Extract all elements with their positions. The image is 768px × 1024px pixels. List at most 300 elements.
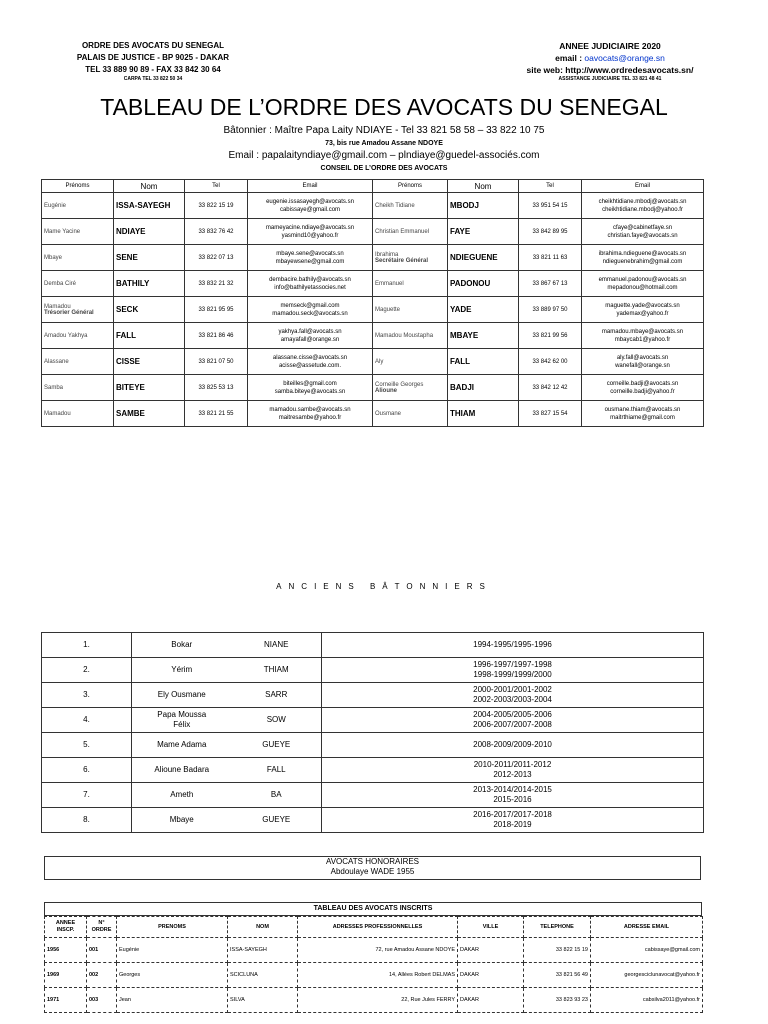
col-header: Email — [248, 180, 373, 193]
member-email-text[interactable]: ndieguenebrahim@gmail.com — [602, 258, 683, 265]
batonnier-years-1: 2008-2009/2009-2010 — [473, 740, 552, 749]
member-last-name — [114, 271, 185, 297]
col-header-line1: N° — [98, 920, 105, 926]
member-email-text[interactable]: aly.fall@avocats.sn — [616, 354, 669, 361]
table-row — [45, 988, 703, 1013]
member-first-name-text: Trésorier Général — [44, 309, 94, 316]
batonnier-first-name: Mbaye — [169, 815, 194, 824]
batonnier-email: Email : papalaityndiaye@gmail.com – plndiaye@guedel-associés.com — [228, 150, 540, 161]
member-last-name — [114, 297, 185, 323]
member-email — [582, 323, 704, 349]
member-phone-text: 33 822 15 19 — [198, 202, 234, 209]
member-last-name — [114, 401, 185, 427]
member-first-name — [42, 323, 114, 349]
batonnier-years-1: 2013-2014/2014-2015 — [473, 785, 552, 794]
member-first-name — [42, 349, 114, 375]
member-phone — [519, 193, 582, 219]
col-header: Tel — [519, 180, 582, 193]
col-header — [298, 917, 458, 938]
col-header: Prénoms — [373, 180, 448, 193]
email[interactable]: cabsilva2011@yahoo.fr — [591, 988, 703, 1013]
member-phone — [185, 271, 248, 297]
member-last-name-text: NDIEGUENE — [450, 253, 498, 262]
batonnier-last-name: SOW — [232, 708, 322, 733]
batonnier-years — [322, 683, 704, 708]
member-email-text[interactable]: dembacire.bathily@avocats.sn — [269, 276, 351, 283]
member-first-name — [42, 219, 114, 245]
batonnier-years-1: 1994-1995/1995-1996 — [473, 640, 552, 649]
member-email-text[interactable]: alassane.cisse@avocats.sn — [272, 354, 348, 361]
inscrits-table — [44, 916, 703, 1013]
batonnier-last-name: FALL — [232, 758, 322, 783]
member-phone-text: 33 827 15 54 — [532, 410, 568, 417]
member-last-name — [448, 245, 519, 271]
member-first-name — [373, 193, 448, 219]
member-phone — [185, 297, 248, 323]
order-number: 003 — [87, 988, 117, 1013]
member-email-text[interactable]: maitresambe@yahoo.fr — [278, 414, 342, 421]
table-row — [42, 193, 704, 219]
member-email-text[interactable]: memseck@gmail.com — [280, 302, 340, 309]
org-phone: TEL 33 889 90 89 - FAX 33 842 30 64 — [85, 65, 221, 74]
list-item — [42, 633, 704, 658]
member-first-name-text: Amadou Yakhya — [44, 332, 88, 339]
member-last-name — [448, 349, 519, 375]
batonnier-first-name-cell — [132, 808, 232, 833]
member-last-name-text: PADONOU — [450, 279, 491, 288]
member-first-name — [373, 245, 448, 271]
member-email-text[interactable]: ousmane.thiam@avocats.sn — [604, 406, 681, 413]
list-item — [42, 808, 704, 833]
member-email — [582, 219, 704, 245]
member-last-name — [448, 271, 519, 297]
member-last-name — [114, 349, 185, 375]
member-email — [582, 349, 704, 375]
inscription-year: 1971 — [45, 988, 87, 1013]
col-header-line2: INSCP. — [56, 927, 75, 933]
member-first-name-text: Alioune — [375, 387, 397, 394]
inscrits-title: TABLEAU DES AVOCATS INSCRITS — [44, 902, 702, 916]
member-first-name-text: Maguette — [375, 306, 401, 313]
table-row — [42, 375, 704, 401]
inscrits-section — [44, 902, 702, 1013]
member-last-name-text: SENE — [116, 253, 138, 262]
member-phone-text: 33 821 21 55 — [198, 410, 234, 417]
batonnier-first-name: Bokar — [171, 640, 193, 649]
list-item — [42, 658, 704, 683]
batonnier-last-name: THIAM — [232, 658, 322, 683]
col-header-line1: ADRESSE EMAIL — [623, 923, 670, 930]
member-email-text[interactable]: mameyacine.ndiaye@avocats.sn — [265, 224, 355, 231]
conseil-header-row — [42, 180, 704, 193]
member-first-name — [42, 245, 114, 271]
batonnier-first-name: Ely Ousmane — [157, 690, 206, 699]
member-last-name-text: MBAYE — [450, 331, 479, 340]
batonnier-years-1: 2010-2011/2011-2012 — [473, 760, 552, 769]
honoraires-title: AVOCATS HONORAIRES — [325, 857, 420, 866]
member-phone — [519, 219, 582, 245]
col-header: Nom — [448, 180, 519, 193]
member-last-name-text: NDIAYE — [116, 227, 146, 236]
member-email — [248, 401, 373, 427]
member-phone — [185, 323, 248, 349]
member-phone-text: 33 822 07 13 — [198, 254, 234, 261]
first-name: Jean — [117, 988, 228, 1013]
batonnier-years — [322, 808, 704, 833]
member-phone — [185, 219, 248, 245]
batonnier-years — [322, 758, 704, 783]
batonnier-number: 3. — [42, 683, 132, 708]
col-header — [591, 917, 703, 938]
batonnier-first-name-cell — [132, 683, 232, 708]
member-last-name-text: ISSA-SAYEGH — [116, 201, 171, 210]
col-header: Nom — [114, 180, 185, 193]
member-email-text[interactable]: info@bathilyetassocies.net — [274, 284, 346, 291]
member-last-name — [114, 323, 185, 349]
batonnier-years-2: 2018-2019 — [493, 820, 532, 829]
member-phone-text: 33 821 86 46 — [198, 332, 234, 339]
member-email-text[interactable]: yasmind10@yahoo.fr — [281, 232, 339, 239]
org-name: ORDRE DES AVOCATS DU SENEGAL — [81, 41, 225, 50]
batonnier-number: 6. — [42, 758, 132, 783]
batonnier-number: 2. — [42, 658, 132, 683]
col-header: Tel — [185, 180, 248, 193]
member-phone-text: 33 825 53 13 — [198, 384, 234, 391]
member-phone — [519, 323, 582, 349]
org-website[interactable]: site web: http://www.ordredesavocats.sn/ — [526, 65, 694, 75]
batonnier-address: 73, bis rue Amadou Assane NDOYE — [325, 140, 443, 147]
member-email-text[interactable]: biteilles@gmail.com — [283, 380, 337, 387]
inscription-year: 1969 — [45, 963, 87, 988]
member-first-name-text: Ousmane — [375, 410, 402, 417]
member-phone-text: 33 889 97 50 — [532, 306, 568, 313]
member-email-text[interactable]: christian.faye@avocats.sn — [607, 232, 678, 239]
member-email-text[interactable]: cheikhtidiane.mbodj@avocats.sn — [598, 198, 687, 205]
batonnier-first-name-cell — [132, 633, 232, 658]
batonnier-last-name: NIANE — [232, 633, 322, 658]
col-header — [228, 917, 298, 938]
honoraires-box — [44, 856, 701, 880]
batonnier-line: Bâtonnier : Maître Papa Laity NDIAYE - Tel 33 821 58 58 – 33 822 10 75 — [223, 125, 545, 136]
member-phone-text: 33 832 21 32 — [198, 280, 234, 287]
address: 22, Rue Jules FERRY — [298, 988, 458, 1013]
member-last-name — [448, 297, 519, 323]
col-header — [87, 917, 117, 938]
list-item — [42, 708, 704, 733]
member-email-text[interactable]: mbayewsene@gmail.com — [275, 258, 345, 265]
org-email-link[interactable]: oavocats@orange.sn — [584, 53, 665, 63]
city: DAKAR — [458, 963, 524, 988]
batonnier-years-1: 2000-2001/2001-2002 — [473, 685, 552, 694]
batonnier-first-name: Papa Moussa — [157, 710, 207, 719]
member-email — [582, 401, 704, 427]
member-first-name — [42, 375, 114, 401]
member-last-name-text: FALL — [450, 357, 470, 366]
member-first-name-text: Samba — [44, 384, 64, 391]
inscription-year: 1956 — [45, 938, 87, 963]
batonnier-years — [322, 733, 704, 758]
member-first-name-text: Demba Ciré — [44, 280, 77, 287]
member-email — [248, 245, 373, 271]
member-first-name-text: Mamadou — [44, 410, 71, 417]
list-item — [42, 733, 704, 758]
org-email: email : oavocats@orange.sn — [555, 53, 665, 63]
batonnier-first-name-cell — [132, 783, 232, 808]
batonnier-number: 8. — [42, 808, 132, 833]
member-phone-text: 33 867 67 13 — [532, 280, 568, 287]
member-last-name-text: SAMBE — [116, 409, 145, 418]
header-right — [500, 40, 720, 83]
member-last-name — [114, 193, 185, 219]
col-header — [524, 917, 591, 938]
member-email-text[interactable]: eugenie.issasayegh@avocats.sn — [266, 198, 354, 205]
member-last-name-text: BITEYE — [116, 383, 145, 392]
member-email — [582, 271, 704, 297]
member-first-name-text: Alassane — [44, 358, 69, 365]
judicial-year: ANNEE JUDICIAIRE 2020 — [559, 41, 661, 51]
page-title: TABLEAU DE L’ORDRE DES AVOCATS DU SENEGAL — [100, 94, 668, 120]
member-phone-text: 33 842 62 00 — [532, 358, 568, 365]
col-header-line1: NOM — [256, 923, 269, 930]
member-phone — [519, 271, 582, 297]
member-first-name — [42, 401, 114, 427]
anciens-table — [41, 632, 704, 833]
table-row — [42, 245, 704, 271]
member-phone — [519, 245, 582, 271]
table-row — [42, 271, 704, 297]
address: 14, Allées Robert DELMAS — [298, 963, 458, 988]
member-first-name-text: Aly — [375, 358, 384, 365]
batonnier-number: 4. — [42, 708, 132, 733]
phone: 33 823 93 23 — [524, 988, 591, 1013]
member-email-text[interactable]: ibrahima.ndieguene@avocats.sn — [598, 250, 687, 257]
first-name: Eugénie — [117, 938, 228, 963]
member-email — [582, 245, 704, 271]
member-email — [582, 297, 704, 323]
list-item — [42, 758, 704, 783]
col-header-line1: ADRESSES PROFESSIONNELLES — [332, 923, 423, 930]
batonnier-first-name: Ameth — [170, 790, 194, 799]
order-number: 001 — [87, 938, 117, 963]
member-email-text[interactable]: mamadou.seck@avocats.sn — [272, 310, 348, 317]
member-email-text[interactable]: maguette.yade@avocats.sn — [605, 302, 680, 309]
member-last-name-text: THIAM — [450, 409, 476, 418]
table-row — [42, 349, 704, 375]
member-first-name-text: Mbaye — [44, 254, 63, 261]
member-first-name — [42, 193, 114, 219]
batonnier-first-name-2: Félix — [173, 720, 191, 729]
org-address: PALAIS DE JUSTICE - BP 9025 - DAKAR — [76, 53, 230, 62]
member-email-text[interactable]: emmanuel.padonou@avocats.sn — [598, 276, 687, 283]
member-email-text[interactable]: amayafall@orange.sn — [280, 336, 340, 343]
member-email-text[interactable]: acisse@assetude.com. — [278, 362, 342, 369]
member-first-name — [373, 297, 448, 323]
member-phone — [185, 349, 248, 375]
member-first-name-text: Mame Yacine — [44, 228, 81, 235]
member-phone — [519, 349, 582, 375]
member-first-name-text: Mamadou Moustapha — [375, 332, 434, 339]
member-email — [582, 375, 704, 401]
col-header-line2: ORDRE — [91, 927, 112, 933]
member-last-name-text: MBODJ — [450, 201, 479, 210]
col-header: Email — [582, 180, 704, 193]
last-name: SILVA — [228, 988, 298, 1013]
member-phone-text: 33 821 95 95 — [198, 306, 234, 313]
email[interactable]: georgesciclunavocat@yahoo.fr — [591, 963, 703, 988]
header-left — [58, 40, 248, 83]
member-email-text[interactable]: samba.biteye@avocats.sn — [274, 388, 346, 395]
batonnier-years-1: 2016-2017/2017-2018 — [473, 810, 552, 819]
member-email-text[interactable]: cabissaye@gmail.com — [279, 206, 341, 213]
first-name: Georges — [117, 963, 228, 988]
member-last-name-text: FALL — [116, 331, 136, 340]
batonnier-first-name-cell — [132, 733, 232, 758]
col-header-line1: ANNEE — [55, 920, 76, 926]
member-email-text[interactable]: yakhya.fall@avocats.sn — [278, 328, 342, 335]
table-row — [42, 297, 704, 323]
member-first-name-text: Secrétaire Général — [375, 257, 429, 264]
conseil-table — [41, 179, 704, 427]
member-email — [248, 193, 373, 219]
email[interactable]: cabissaye@gmail.com — [591, 938, 703, 963]
member-email-text[interactable]: wanefall@orange.sn — [615, 362, 670, 369]
member-email — [248, 271, 373, 297]
member-phone — [185, 245, 248, 271]
member-email — [248, 219, 373, 245]
list-item — [42, 683, 704, 708]
table-row — [42, 219, 704, 245]
member-email-text[interactable]: mamadou.sambe@avocats.sn — [269, 406, 351, 413]
member-email-text[interactable]: mbaycab1@yahoo.fr — [614, 336, 671, 343]
member-first-name-text: Eugénie — [44, 202, 67, 209]
member-email — [248, 375, 373, 401]
member-first-name-text: Emmanuel — [375, 280, 404, 287]
member-last-name — [448, 193, 519, 219]
member-first-name-text: Corneille Georges — [375, 381, 424, 388]
order-number: 002 — [87, 963, 117, 988]
batonnier-first-name: Alioune Badara — [154, 765, 210, 774]
member-email-text[interactable]: mbaye.sene@avocats.sn — [276, 250, 344, 257]
batonnier-years — [322, 708, 704, 733]
phone: 33 821 56 49 — [524, 963, 591, 988]
member-last-name — [448, 323, 519, 349]
batonnier-last-name: BA — [232, 783, 322, 808]
member-phone-text: 33 951 54 15 — [532, 202, 568, 209]
member-email — [582, 193, 704, 219]
member-email-text[interactable]: mepadonou@hotmail.com — [607, 284, 678, 291]
batonnier-years-2: 2002-2003/2003-2004 — [473, 695, 552, 704]
member-phone-text: 33 821 99 56 — [532, 332, 568, 339]
member-first-name-text: Mamadou — [44, 303, 71, 310]
member-last-name-text: BADJI — [450, 383, 475, 392]
batonnier-years-1: 2004-2005/2005-2006 — [473, 710, 552, 719]
member-phone-text: 33 842 12 42 — [532, 384, 568, 391]
table-row — [45, 938, 703, 963]
carpa-phone: CARPA TEL 33 822 50 34 — [123, 76, 183, 82]
col-header — [458, 917, 524, 938]
member-last-name — [448, 219, 519, 245]
batonnier-years-2: 1998-1999/1999/2000 — [473, 670, 552, 679]
member-last-name-text: CISSE — [116, 357, 141, 366]
last-name: SCICLUNA — [228, 963, 298, 988]
batonnier-first-name: Yérim — [171, 665, 193, 674]
member-email-text[interactable]: cfaye@cabinetfaye.sn — [612, 224, 673, 231]
city: DAKAR — [458, 988, 524, 1013]
col-header-line1: VILLE — [482, 923, 499, 930]
member-email-text[interactable]: corneille.badji@yahoo.fr — [610, 388, 675, 395]
member-first-name — [373, 271, 448, 297]
inscrits-header-row — [45, 917, 703, 938]
member-last-name — [448, 401, 519, 427]
conseil-title: CONSEIL DE L’ORDRE DES AVOCATS — [320, 165, 448, 172]
member-last-name — [114, 219, 185, 245]
member-first-name — [373, 401, 448, 427]
member-first-name — [42, 297, 114, 323]
batonnier-number: 5. — [42, 733, 132, 758]
member-last-name — [448, 375, 519, 401]
col-header: Prénoms — [42, 180, 114, 193]
batonnier-years-2: 2006-2007/2007-2008 — [473, 720, 552, 729]
member-phone-text: 33 832 76 42 — [198, 228, 234, 235]
batonnier-years — [322, 633, 704, 658]
member-phone-text: 33 821 11 63 — [532, 254, 568, 261]
member-first-name — [373, 219, 448, 245]
member-email — [248, 349, 373, 375]
member-email-text[interactable]: yademax@yahoo.fr — [616, 310, 669, 317]
member-last-name-text: BATHILY — [116, 279, 150, 288]
member-first-name-text: Christian Emmanuel — [375, 228, 430, 235]
member-first-name-text: Ibrahima — [375, 251, 399, 258]
member-email-text[interactable]: cheikhtidiane.mbodj@yahoo.fr — [602, 206, 683, 213]
batonnier-first-name-cell — [132, 658, 232, 683]
member-email-text[interactable]: mamadou.mbaye@avocats.sn — [601, 328, 684, 335]
batonnier-years — [322, 658, 704, 683]
last-name: ISSA-SAYEGH — [228, 938, 298, 963]
batonnier-first-name-cell — [132, 708, 232, 733]
batonnier-years-1: 1996-1997/1997-1998 — [473, 660, 552, 669]
member-phone — [185, 401, 248, 427]
list-item — [42, 783, 704, 808]
address: 72, rue Amadou Assane NDOYE — [298, 938, 458, 963]
table-row — [45, 963, 703, 988]
col-header-line1: PRENOMS — [158, 923, 186, 930]
batonnier-last-name: GUEYE — [232, 808, 322, 833]
member-email-text[interactable]: corneille.badji@avocats.sn — [606, 380, 679, 387]
assistance-phone: ASSISTANCE JUDICIAIRE TEL 33 821 48 41 — [558, 76, 662, 82]
col-header — [117, 917, 228, 938]
table-row — [42, 401, 704, 427]
member-email — [248, 323, 373, 349]
member-phone — [519, 401, 582, 427]
member-phone — [519, 375, 582, 401]
member-last-name-text: FAYE — [450, 227, 471, 236]
batonnier-years-2: 2012-2013 — [493, 770, 532, 779]
col-header-line1: TELEPHONE — [540, 923, 574, 930]
col-header — [45, 917, 87, 938]
city: DAKAR — [458, 938, 524, 963]
member-last-name — [114, 245, 185, 271]
member-last-name-text: SECK — [116, 305, 139, 314]
phone: 33 822 15 19 — [524, 938, 591, 963]
member-first-name — [373, 375, 448, 401]
member-email-text[interactable]: maitrthiame@gmail.com — [610, 414, 675, 421]
member-phone-text: 33 842 89 95 — [532, 228, 568, 235]
member-last-name — [114, 375, 185, 401]
member-email — [248, 297, 373, 323]
batonnier-last-name: SARR — [232, 683, 322, 708]
batonnier-years-2: 2015-2016 — [493, 795, 532, 804]
member-phone — [519, 297, 582, 323]
